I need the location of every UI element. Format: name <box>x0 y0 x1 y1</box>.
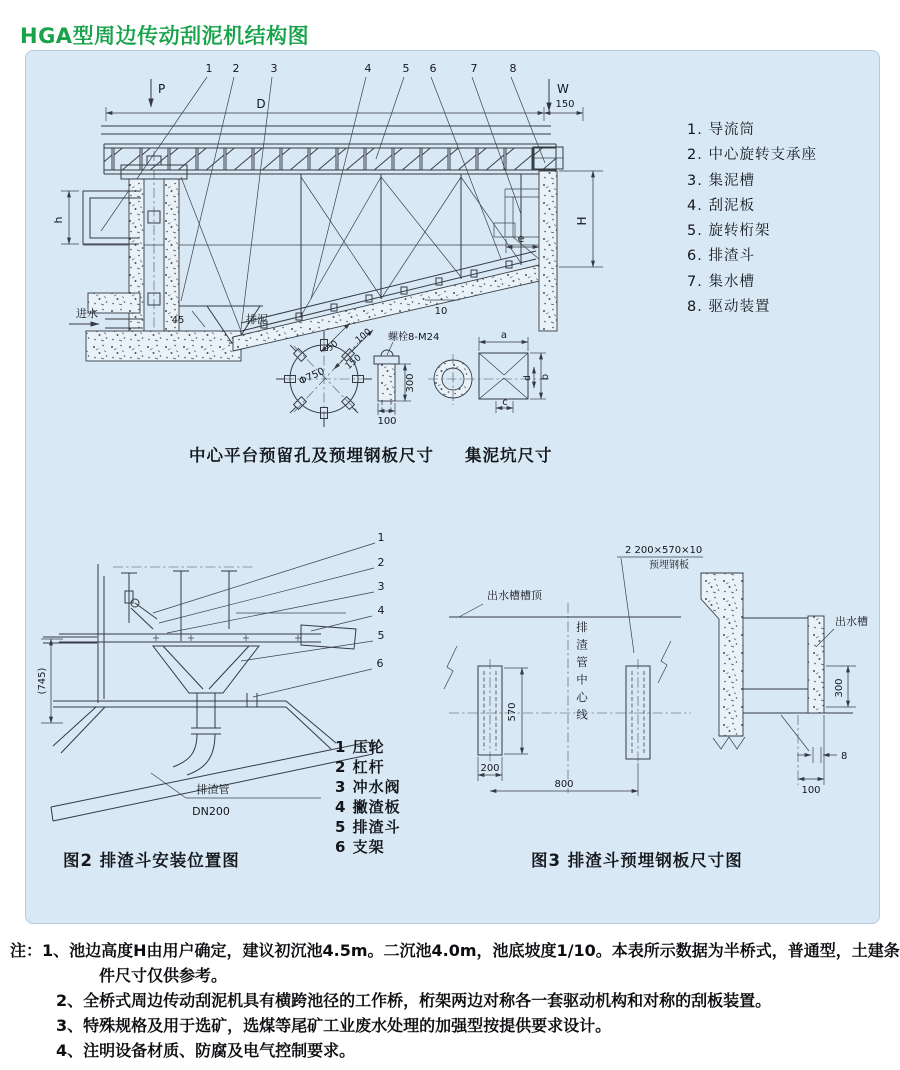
technical-drawing <box>26 51 879 923</box>
callout-6: 6 <box>429 62 437 75</box>
callout-1: 1 <box>205 62 213 75</box>
pipe-label: 排渣管 <box>196 783 230 796</box>
callout-2: 2 <box>232 62 240 75</box>
dim-label-h: h <box>52 216 65 224</box>
parts-legend <box>687 121 817 315</box>
fig2-legend-2: 2 杠杆 <box>335 758 385 776</box>
fig2-legend-1: 1 压轮 <box>335 738 385 756</box>
outlet-label: 出水槽 <box>835 615 868 628</box>
fig3-drawing <box>444 545 868 870</box>
main-section-drawing <box>52 62 603 361</box>
sludge-out-label: 排泥 <box>246 313 268 326</box>
dim-label-100: 100 <box>353 327 374 346</box>
note-line-5: 4、注明设备材质、防腐及电气控制要求。 <box>56 1041 356 1060</box>
note-line-1: 注：1、池边高度H由用户确定，建议初沉池4.5m。二沉池4.0m，池底坡度1/10。本表所示数据为半桥式，普通型，土建条 <box>10 941 900 960</box>
pit-detail-caption: 集泥坑尺寸 <box>465 446 553 465</box>
dim-label-H: H <box>575 216 589 226</box>
dim-label-e: e <box>517 232 525 245</box>
dim-label-200: 200 <box>480 763 500 774</box>
dim-label-100b: 100 <box>377 416 397 427</box>
fig3-wall <box>701 573 743 736</box>
load-label-w: W <box>557 82 569 96</box>
legend-item-4: 4. 刮泥板 <box>687 198 755 214</box>
hopper-support <box>247 693 257 707</box>
plate-qty-label: 2 200×570×10 <box>625 545 703 556</box>
notes <box>0 938 900 1063</box>
dim-label-745: (745) <box>37 667 48 695</box>
legend-item-5: 5. 旋转桁架 <box>687 223 771 239</box>
note-line-3: 2、全桥式周边传动刮泥机具有横跨池径的工作桥，桁架两边对称各一套驱动机构和对称的刮板装置。 <box>56 991 772 1010</box>
bolt-label: 螺栓8-M24 <box>388 332 440 343</box>
fig2-callout-2: 2 <box>377 556 385 569</box>
dim-label-150: 150 <box>343 353 364 372</box>
fig2-callout-5: 5 <box>377 629 385 642</box>
right-wall <box>539 171 557 331</box>
dim-label-100: 100 <box>801 785 821 796</box>
effluent-launder <box>505 189 539 259</box>
pipe-centerline-label: 排渣管中心线 <box>575 621 589 726</box>
callout-5: 5 <box>402 62 410 75</box>
callout-7: 7 <box>470 62 478 75</box>
dim-label-570: 570 <box>507 702 518 722</box>
skimmer-plate <box>301 625 356 649</box>
dim-label-c: c <box>502 397 508 408</box>
load-label-p: P <box>158 82 166 96</box>
outer-channel-wall <box>808 616 824 713</box>
fig2-legend-5: 5 排渣斗 <box>335 818 401 836</box>
fig2-callout-3: 3 <box>377 580 385 593</box>
fig2-caption: 图2 排渣斗安装位置图 <box>63 851 240 870</box>
drawing-panel <box>25 50 880 924</box>
legend-item-7: 7. 集水槽 <box>687 274 755 290</box>
page-title: HGA型周边传动刮泥机结构图 <box>20 24 310 49</box>
slope-10-label: 10 <box>434 306 448 317</box>
dim-label-d: d <box>523 375 533 381</box>
plate-name-label: 预埋钢板 <box>649 560 689 571</box>
dim-label-300: 300 <box>405 373 416 393</box>
outlet-top-label: 出水槽槽顶 <box>487 589 542 602</box>
legend-item-1: 1. 导流筒 <box>687 122 755 138</box>
pipe-dn-label: DN200 <box>192 805 230 818</box>
fig2-callout-6: 6 <box>376 657 384 670</box>
inlet-label: 进水 <box>76 307 98 320</box>
legend-item-6: 6. 排渣斗 <box>687 248 755 264</box>
dim-label-800: 800 <box>554 779 574 790</box>
callout-4: 4 <box>364 62 372 75</box>
legend-item-2: 2. 中心旋转支承座 <box>687 147 817 163</box>
legend-item-3: 3. 集泥槽 <box>687 173 755 189</box>
mud-pit-detail <box>428 330 553 465</box>
note-line-4: 3、特殊规格及用于选矿，选煤等尾矿工业废水处理的加强型按提供要求设计。 <box>56 1016 612 1035</box>
dim-label-300: 300 <box>834 678 845 698</box>
callout-8: 8 <box>509 62 517 75</box>
scum-hopper <box>153 646 259 693</box>
fig3-caption: 图3 排渣斗预埋钢板尺寸图 <box>531 851 743 870</box>
angle-45-label: 45 <box>171 315 185 326</box>
fig2-legend-4: 4 撇渣板 <box>335 798 401 816</box>
truss-bridge <box>104 144 556 174</box>
fig2-legend-3: 3 冲水阀 <box>335 778 401 796</box>
dim-label-D: D <box>256 97 266 111</box>
dim-label-150: 150 <box>555 99 575 110</box>
dim-label-b: b <box>540 373 551 381</box>
callout-3: 3 <box>270 62 278 75</box>
legend-item-8: 8. 驱动装置 <box>687 299 771 315</box>
center-detail-caption: 中心平台预留孔及预埋钢板尺寸 <box>189 446 434 465</box>
fig2-drawing <box>37 531 401 870</box>
dim-label-8: 8 <box>841 751 848 762</box>
dim-label-dia750: Φ750 <box>297 366 327 388</box>
dim-label-50: 50 <box>325 338 341 354</box>
base-slab <box>86 331 241 361</box>
fig2-legend-6: 6 支架 <box>335 838 385 856</box>
dim-label-a: a <box>500 330 508 341</box>
fig2-callout-1: 1 <box>377 531 385 544</box>
note-line-2: 件尺寸仅供参考。 <box>99 966 228 985</box>
fig2-callout-4: 4 <box>377 604 385 617</box>
fig2-legend <box>335 738 401 856</box>
